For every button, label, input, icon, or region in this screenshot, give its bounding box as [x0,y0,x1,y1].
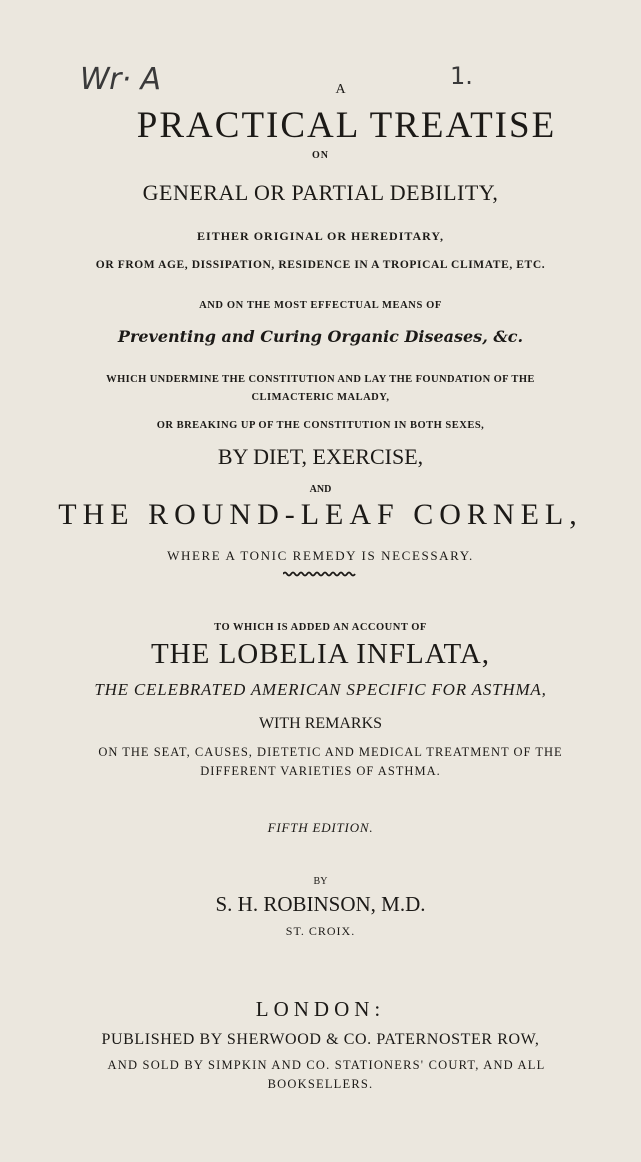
cornel-line: THE ROUND-LEAF CORNEL, [58,498,583,531]
either-line: EITHER ORIGINAL OR HEREDITARY, [197,229,444,243]
handwritten-shelfmark: Wr· A [80,62,162,97]
and-line: AND [309,484,332,495]
seat-line-2: DIFFERENT VARIETIES OF ASTHMA. [200,764,441,778]
subject-line: GENERAL OR PARTIAL DEBILITY, [142,180,499,205]
title-article: A [335,82,346,97]
breaking-line: OR BREAKING UP OF THE CONSTITUTION IN BOTH SEXES, [156,420,485,431]
imprint-published: PUBLISHED BY SHERWOOD & CO. PATERNOSTER ROW, [101,1031,540,1048]
imprint-city: LONDON: [255,997,386,1021]
where-line: WHERE A TONIC REMEDY IS NECESSARY. [167,548,474,563]
edition-line: FIFTH EDITION. [267,820,374,835]
lobelia-title: THE LOBELIA INFLATA, [150,638,491,670]
causes-line: OR FROM AGE, DISSIPATION, RESIDENCE IN A TROPICAL CLIMATE, ETC. [95,259,546,271]
with-remarks-line: WITH REMARKS [258,715,383,732]
main-title: PRACTICAL TREATISE [136,105,557,146]
handwritten-number: 1. [450,62,473,90]
which-line-1: WHICH UNDERMINE THE CONSTITUTION AND LAY THE FOUNDATION OF THE [106,374,535,385]
which-line-2: CLIMACTERIC MALADY, [251,392,390,403]
by-diet-line: BY DIET, EXERCISE, [217,444,424,469]
preventing-line: Preventing and Curing Organic Diseases, &c. [117,327,524,346]
imprint-sold-2: BOOKSELLERS. [267,1077,374,1091]
author-name: S. H. ROBINSON, M.D. [215,892,426,916]
title-on: ON [312,150,329,161]
wavy-rule [283,570,357,578]
imprint-sold-1: AND SOLD BY SIMPKIN AND CO. STATIONERS' COURT, AND ALL [107,1058,546,1072]
means-line: AND ON THE MOST EFFECTUAL MEANS OF [199,300,442,311]
author-place: ST. CROIX. [285,924,356,938]
author-by: BY [313,876,328,887]
addendum-intro: TO WHICH IS ADDED AN ACCOUNT OF [214,622,427,633]
celebrated-line: THE CELEBRATED AMERICAN SPECIFIC FOR ASTHMA, [94,680,547,699]
seat-line-1: ON THE SEAT, CAUSES, DIETETIC AND MEDICAL TREATMENT OF THE [98,745,563,759]
